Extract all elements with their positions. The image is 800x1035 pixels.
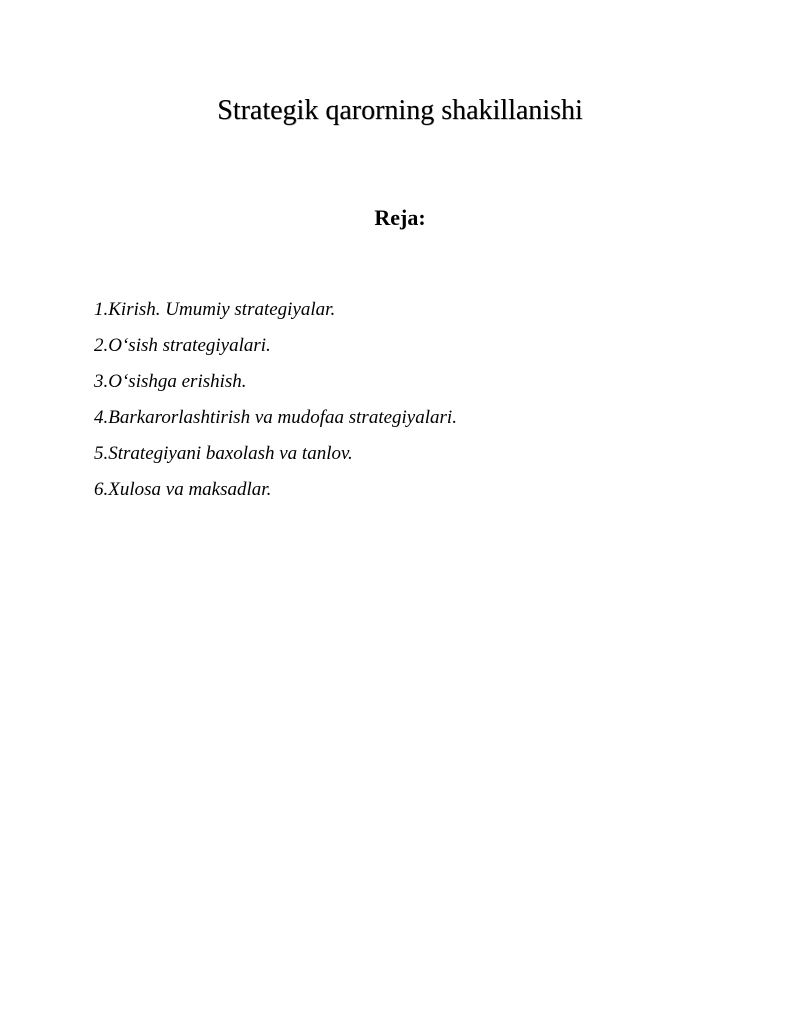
plan-heading: Reja: [374,205,426,230]
plan-item-5: 5.Strategiyani baxolash va tanlov. [94,443,353,464]
plan-item-6: 6.Xulosa va maksadlar. [94,479,272,500]
plan-item-4: 4.Barkarorlashtirish va mudofaa strategiyalari. [94,407,457,428]
plan-item-3: 3.O‘sishga erishish. [94,371,247,392]
plan-item-1: 1.Kirish. Umumiy strategiyalar. [94,299,336,320]
plan-item-2: 2.O‘sish strategiyalari. [94,335,271,356]
plan-list [94,292,744,508]
document-title: Strategik qarorning shakillanishi [217,95,583,126]
